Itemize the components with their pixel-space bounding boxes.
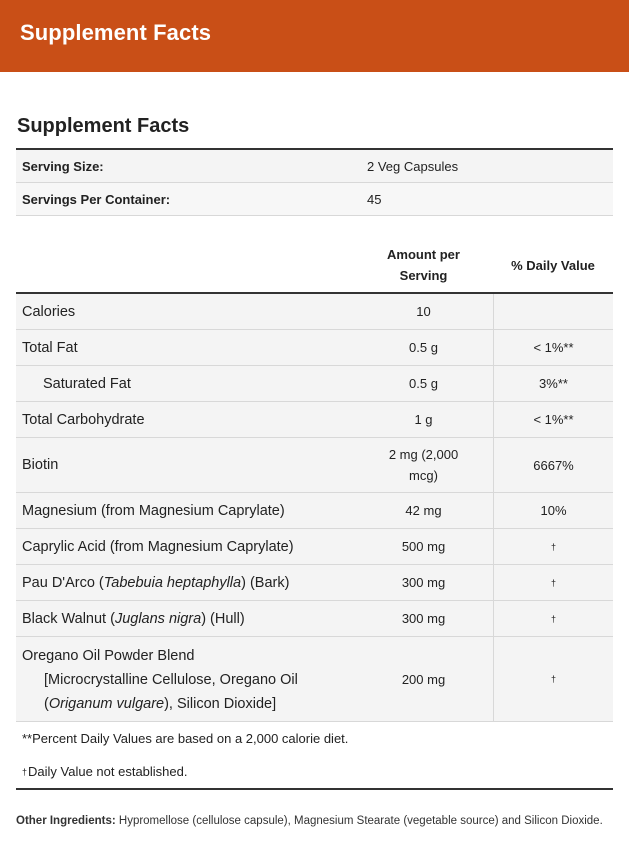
nutrient-daily-value: < 1%**	[493, 330, 613, 365]
nutrient-amount: 200 mg	[401, 671, 446, 687]
servings-per-container-row	[16, 183, 613, 216]
nutrient-amount-line1: 2 mg (2,000	[388, 447, 459, 462]
footnote-percent-dv: **Percent Daily Values are based on a 2,000 calorie diet.	[22, 731, 349, 746]
nutrient-latin-name: Tabebuia heptaphylla	[103, 574, 242, 591]
nutrient-name-prefix: Pau D'Arco (	[22, 574, 104, 591]
nutrient-name	[16, 565, 354, 600]
table-row	[16, 402, 613, 438]
nutrient-amount: 500 mg	[401, 539, 446, 554]
blend-components-prefix: (	[44, 696, 49, 712]
serving-size-label: Serving Size:	[22, 158, 104, 174]
nutrient-amount: 1 g	[414, 412, 433, 427]
nutrient-table-header	[16, 240, 613, 294]
header-amount-line1: Amount per	[387, 247, 460, 262]
nutrient-daily-value: 10%	[493, 493, 613, 528]
nutrient-amount: 0.5 g	[409, 340, 438, 355]
table-row	[16, 294, 613, 330]
header-banner	[0, 0, 629, 72]
table-row	[16, 565, 613, 601]
footnote-not-established-text: Daily Value not established.	[28, 764, 188, 779]
nutrient-amount	[354, 438, 493, 492]
blend-latin-name: Origanum vulgare	[48, 696, 165, 712]
nutrient-name: Calories	[22, 303, 76, 320]
header-daily-value: % Daily Value	[511, 258, 595, 273]
nutrient-amount: 0.5 g	[409, 376, 438, 391]
nutrient-name: Biotin	[22, 457, 59, 473]
serving-info-table	[16, 148, 613, 216]
other-ingredients-text: Hypromellose (cellulose capsule), Magnesium Stearate (vegetable source) and Silicon Dioxide.	[115, 815, 603, 827]
servings-per-container-label: Servings Per Container:	[22, 191, 171, 207]
nutrient-latin-name: Juglans nigra	[114, 610, 202, 627]
nutrient-daily-value: †	[493, 637, 613, 721]
nutrient-amount: 300 mg	[401, 611, 446, 626]
header-name-cell	[16, 240, 354, 292]
nutrient-table	[16, 240, 613, 722]
table-row	[16, 493, 613, 529]
table-row	[16, 529, 613, 565]
table-row	[16, 366, 613, 402]
nutrient-name: Saturated Fat	[43, 375, 131, 392]
nutrient-amount: 10	[416, 304, 431, 319]
nutrient-daily-value: †	[493, 529, 613, 564]
nutrient-daily-value: †	[493, 565, 613, 600]
header-amount	[354, 240, 493, 292]
nutrient-daily-value: 6667%	[493, 438, 613, 492]
table-row	[16, 637, 613, 722]
blend-components-suffix: ), Silicon Dioxide]	[164, 696, 277, 712]
blend-components-line1: [Microcrystalline Cellulose, Oregano Oil	[44, 672, 298, 688]
servings-per-container-value: 45	[367, 191, 382, 207]
nutrient-name-prefix: Black Walnut (	[22, 610, 115, 627]
table-row	[16, 438, 613, 493]
other-ingredients	[16, 811, 613, 831]
other-ingredients-label: Other Ingredients:	[16, 815, 116, 827]
nutrient-name	[16, 637, 354, 721]
nutrient-amount: 42 mg	[405, 503, 442, 518]
nutrient-name: Magnesium (from Magnesium Caprylate)	[22, 502, 285, 519]
table-row	[16, 601, 613, 637]
nutrient-amount: 300 mg	[401, 575, 446, 590]
nutrient-name: Total Fat	[22, 339, 78, 356]
footnote-dagger: †	[22, 766, 28, 777]
serving-size-value: 2 Veg Capsules	[367, 158, 459, 174]
nutrient-daily-value: < 1%**	[493, 402, 613, 437]
footnotes	[16, 722, 613, 790]
nutrient-name-suffix: ) (Hull)	[201, 610, 245, 627]
nutrient-name: Caprylic Acid (from Magnesium Caprylate)	[22, 538, 294, 555]
nutrient-amount-line2: mcg)	[409, 468, 438, 483]
banner-title: Supplement Facts	[20, 20, 212, 45]
serving-size-row	[16, 150, 613, 183]
nutrient-daily-value	[493, 294, 613, 329]
blend-name: Oregano Oil Powder Blend	[22, 648, 195, 664]
table-row	[16, 330, 613, 366]
nutrient-name-suffix: ) (Bark)	[241, 574, 290, 591]
header-amount-line2: Serving	[399, 268, 448, 283]
nutrient-daily-value: †	[493, 601, 613, 636]
section-title: Supplement Facts	[17, 115, 190, 137]
blend-components-line2	[22, 692, 298, 716]
nutrient-name: Total Carbohydrate	[22, 411, 145, 428]
nutrient-name	[16, 601, 354, 636]
nutrient-daily-value: 3%**	[493, 366, 613, 401]
footnote-not-established	[16, 755, 613, 788]
